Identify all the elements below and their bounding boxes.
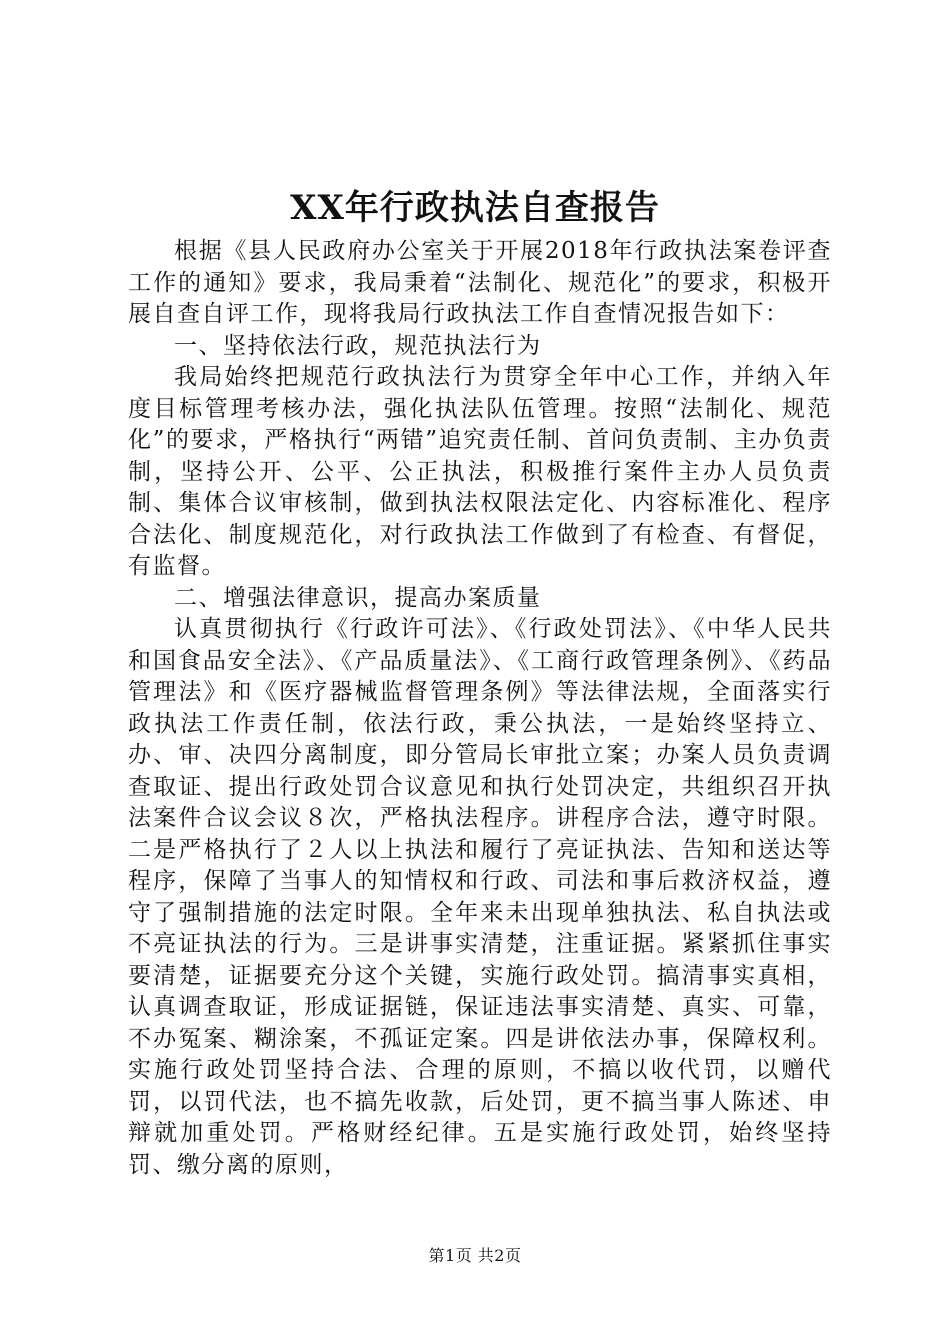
document-title: XX年行政执法自查报告 — [290, 188, 660, 228]
section-heading-1: 一、坚持依法行政，规范执法行为 — [174, 332, 542, 359]
section-2-paragraph: 认真贯彻执行《行政许可法》、《行政处罚法》、《中华人民共和国食品安全法》、《产品质量法》、《工商行政管理条例》、《药品管理法》和《医疗器械监督管理条例》等法律法规，全面落实行政执法工作责任制，依法行政，秉公执法，一是始终坚持立、办、审、决四分离制度，即分管局长审批立案；办案人员负责调查取证、提出行政处罚合议意见和执行处罚决定，共组织召开执法案件合议会议８次，严格执法程序。讲程序合法，遵守时限。二是严格执行了２人以上执法和履行了亮证执法、告知和送达等程序，保障了当事人的知情权和行政、司法和事后救济权益，遵守了强制措施的法定时限。全年来未出现单独执法、私自执法或不亮证执法的行为。三是讲事实清楚，注重证据。紧紧抓住事实要清楚，证据要充分这个关键，实施行政处罚。搞清事实真相，认真调查取证，形成证据链，保证违法事实清楚、真实、可靠，不办冤案、糊涂案，不孤证定案。四是讲依法办事，保障权利。实施行政处罚坚持合法、合理的原则，不搞以收代罚，以赠代罚，以罚代法，也不搞先收款，后处罚，更不搞当事人陈述、申辩就加重处罚。严格财经纪律。五是实施行政处罚，始终坚持罚、缴分离的原则， — [128, 616, 832, 1178]
page-footer: 第1页 共2页 — [428, 1246, 522, 1265]
document-body — [128, 236, 832, 1181]
intro-paragraph: 根据《县人民政府办公室关于开展2018年行政执法案卷评查工作的通知》要求，我局秉着“法制化、规范化”的要求，积极开展自查自评工作，现将我局行政执法工作自查情况报告如下： — [128, 238, 832, 327]
section-heading-2: 二、增强法律意识，提高办案质量 — [174, 584, 542, 611]
section-1-paragraph: 我局始终把规范行政执法行为贯穿全年中心工作，并纳入年度目标管理考核办法，强化执法队伍管理。按照“法制化、规范化”的要求，严格执行“两错”追究责任制、首问负责制、主办负责制，坚持公开、公平、公正执法，积极推行案件主办人员负责制、集体合议审核制，做到执法权限法定化、内容标准化、程序合法化、制度规范化，对行政执法工作做到了有检查、有督促，有监督。 — [128, 364, 832, 579]
